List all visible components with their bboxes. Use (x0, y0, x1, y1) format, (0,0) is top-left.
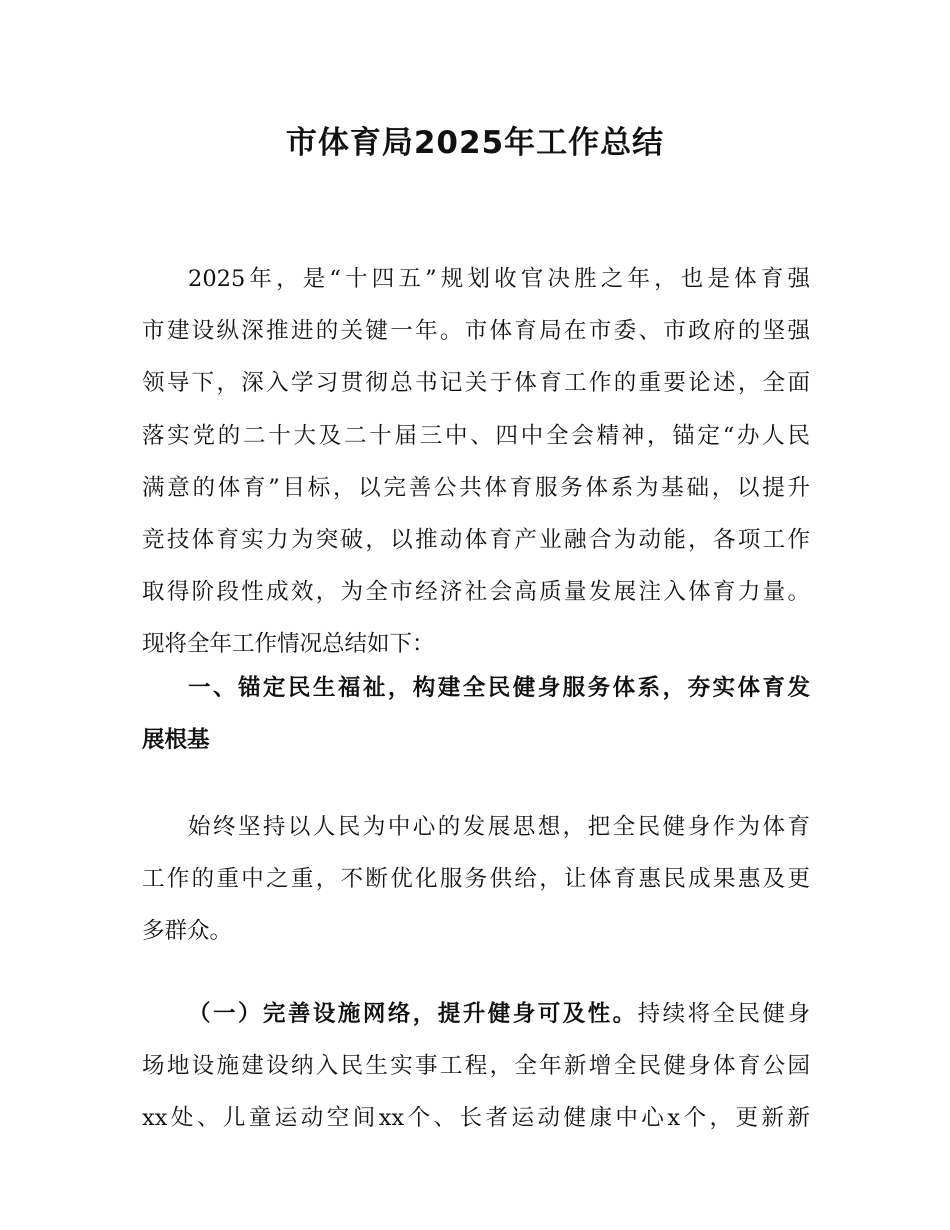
paragraph-line: 2025年，是“十四五”规划收官决胜之年，也是体育强 (188, 266, 810, 292)
paragraph-line: 落实党的二十大及二十届三中、四中全会精神，锚定“办人民 (142, 422, 810, 449)
subsection-lead: （一）完善设施网络，提升健身可及性。 (188, 1001, 638, 1027)
subsection-1-paragraph (142, 988, 810, 1145)
paragraph-line: 领导下，深入学习贯彻总书记关于体育工作的重要论述，全面 (142, 370, 810, 397)
document-title: 市体育局2025年工作总结 (285, 125, 665, 161)
paragraph-line: xx处、儿童运动空间xx个、长者运动健康中心x个，更新新 (142, 1105, 810, 1132)
paragraph-line: 多群众。 (142, 918, 233, 945)
heading-line: 一、锚定民生福祉，构建全民健身服务体系，夯实体育发 (188, 675, 810, 701)
paragraph-line: 取得阶段性成效，为全市经济社会高质量发展注入体育力量。 (142, 579, 810, 606)
paragraph-line: 竞技体育实力为突破，以推动体育产业融合为动能，各项工作 (142, 527, 810, 554)
section-1-intro-paragraph (142, 801, 810, 958)
paragraph-line-rest: 持续将全民健身 (637, 1001, 810, 1027)
paragraph-line: 市建设纵深推进的关键一年。市体育局在市委、市政府的坚强 (142, 318, 810, 345)
heading-line: 展根基 (142, 727, 210, 754)
paragraph-first-line (142, 988, 810, 1040)
paragraph-line: 始终坚持以人民为中心的发展思想，把全民健身作为体育 (188, 814, 810, 840)
paragraph-line: 工作的重中之重，不断优化服务供给，让体育惠民成果惠及更 (142, 866, 810, 893)
paragraph-line: 现将全年工作情况总结如下： (142, 631, 435, 658)
intro-paragraph (142, 253, 810, 671)
paragraph-line: 满意的体育”目标，以完善公共体育服务体系为基础，以提升 (142, 474, 810, 501)
section-heading-1 (142, 662, 810, 766)
paragraph-line: 场地设施建设纳入民生实事工程，全年新增全民健身体育公园 (142, 1053, 810, 1080)
